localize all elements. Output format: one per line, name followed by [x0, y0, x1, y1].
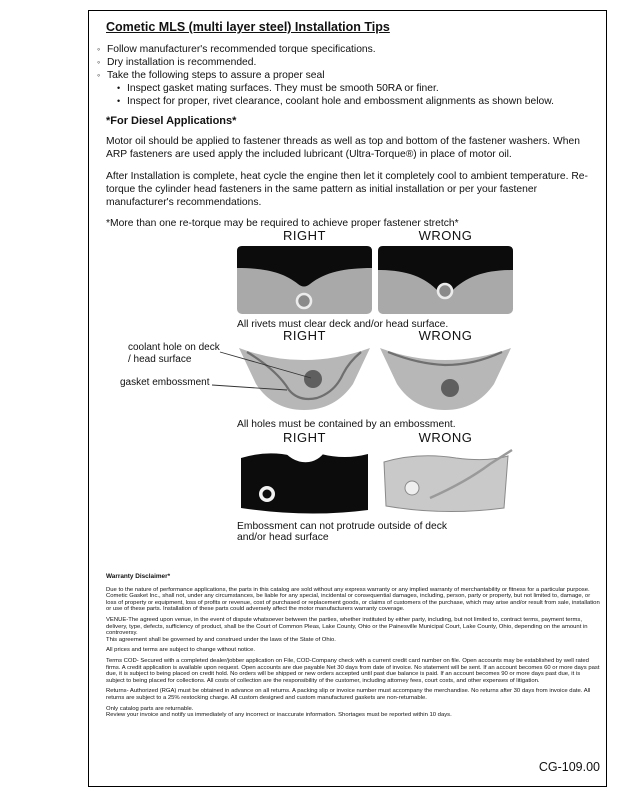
diagram-rivet-clearance	[237, 228, 513, 330]
embossment-protruding-wrong-diagram	[378, 448, 513, 516]
installation-tips-list	[97, 43, 575, 108]
diagram-caption: All rivets must clear deck and/or head surface.	[237, 319, 449, 330]
tip-text: Take the following steps to assure a proper seal	[107, 70, 325, 81]
warranty-paragraph: VENUE-The agreed upon venue, in the event of dispute whatsoever between the parties, whether instituted by either party, including, but not limited to, contract terms, payment terms, delivery, type, defects, sufficiency of product, shall be the Court of Common Pleas, Lake County, Ohio or the Painesville Municipal Court, Lake County, Ohio, depending on the amount in controversy.	[106, 616, 588, 637]
page-number: CG-109.00	[538, 760, 600, 774]
wrong-label: WRONG	[418, 430, 473, 445]
warranty-paragraph: Review your invoice and notify us immediately of any incorrect or inaccurate information. Shortages must be reported within 10 days.	[106, 712, 452, 719]
diesel-applications-section	[106, 115, 588, 238]
warranty-paragraph: Returns- Authorized (RGA) must be obtained in advance on all returns. A packing slip or invoice number must accompany the merchandise. No returns after 30 days from invoice date. All returns are subject to a 25% restocking charge. All custom designed and custom manufactured gaskets are non-returnable.	[106, 688, 591, 701]
right-label: RIGHT	[283, 430, 326, 445]
bullet-icon: •	[117, 83, 121, 93]
right-label: RIGHT	[283, 228, 326, 243]
diagram-caption: All holes must be contained by an embossment.	[237, 419, 456, 430]
tip-text: Dry installation is recommended.	[107, 57, 257, 68]
tip-text: Inspect for proper, rivet clearance, coolant hole and embossment alignments as shown below.	[127, 96, 554, 107]
list-item	[97, 95, 575, 108]
warranty-paragraph: Only catalog parts are returnable.	[106, 705, 194, 712]
bullet-icon: ◦	[97, 70, 101, 80]
diagram-caption: Embossment can not protrude outside of deck and/or head surface	[237, 521, 448, 543]
warranty-paragraph: Terms COD- Secured with a completed dealer/jobber application on File, COD-Company check with a current credit card number on file. Open accounts may be established by well rated firms. A credit application is available upon request. Open accounts are due payable Net 30 days from date of invoice. No statement will be sent. If an account becomes 60 or more days past due, it is subject to being placed on credit hold. No orders will be shipped or new orders accepted until past due balance is paid. If an account becomes 90 or more days past due, it is subject to being placed for collections. All costs of collection are the responsibility of the customer, including attorney fees, court costs, and other expenses of litigation.	[106, 657, 600, 684]
rivet-wrong-diagram	[378, 246, 513, 314]
diagram-hole-embossment	[237, 328, 513, 430]
warranty-heading: Warranty Disclaimer*	[106, 573, 171, 580]
coolant-hole-pointer-label: coolant hole on deck / head surface	[128, 342, 220, 365]
diesel-heading: *For Diesel Applications*	[106, 115, 237, 127]
page-title: Cometic MLS (multi layer steel) Installation Tips	[106, 20, 390, 34]
list-item	[97, 82, 575, 95]
warranty-paragraph: All prices and terms are subject to change without notice.	[106, 647, 255, 654]
bullet-icon: ◦	[97, 57, 101, 67]
warranty-disclaimer-section	[106, 574, 600, 723]
diesel-paragraph: After Installation is complete, heat cycle the engine then let it completely cool to ambient temperature. Re-torque the cylinder head fasteners in the same pattern as initial installation or per your fastener manufacturer's recommendations.	[106, 170, 588, 209]
tip-text: Follow manufacturer's recommended torque specifications.	[107, 44, 376, 55]
list-item	[97, 43, 575, 56]
tip-text: Inspect gasket mating surfaces. They must be smooth 50RA or finer.	[127, 83, 439, 94]
hole-contained-right-diagram	[237, 346, 372, 414]
list-item	[97, 69, 575, 82]
wrong-label: WRONG	[418, 328, 473, 343]
retorque-note: *More than one re-torque may be required to achieve proper fastener stretch*	[106, 218, 459, 230]
warranty-paragraph: Due to the nature of performance applications, the parts in this catalog are sold without any express warranty or any implied warranty of merchantability or fitness for a particular purpose. Cometic Gasket Inc., shall not, under any circumstances, be liable for any special, incidental or consequential damages, including, person, party or property, but not limited to, damage, or loss of property or equipment, loss of profits or revenue, cost of purchased or replacement goods, or claims of customers of the purchase, which may arise and/or result from sale, installation or use of these parts. Installation of these parts could adversely affect the motor manufacturers warranty coverage.	[106, 586, 600, 613]
warranty-paragraph: This agreement shall be governed by and construed under the laws of the State of Ohio.	[106, 636, 336, 643]
hole-not-contained-wrong-diagram	[378, 346, 513, 414]
right-label: RIGHT	[283, 328, 326, 343]
embossment-inside-right-diagram	[237, 448, 372, 516]
embossment-pointer-label: gasket embossment	[120, 377, 210, 388]
list-item	[97, 56, 575, 69]
bullet-icon: ◦	[97, 44, 101, 54]
diesel-paragraph: Motor oil should be applied to fastener threads as well as top and bottom of the fastener washers. When ARP fasteners are used apply the included lubricant (Ultra-Torque®) in place of motor oil.	[106, 136, 580, 161]
wrong-label: WRONG	[418, 228, 473, 243]
rivet-right-diagram	[237, 246, 372, 314]
diagram-embossment-protrusion	[237, 430, 513, 543]
bullet-icon: •	[117, 96, 121, 106]
